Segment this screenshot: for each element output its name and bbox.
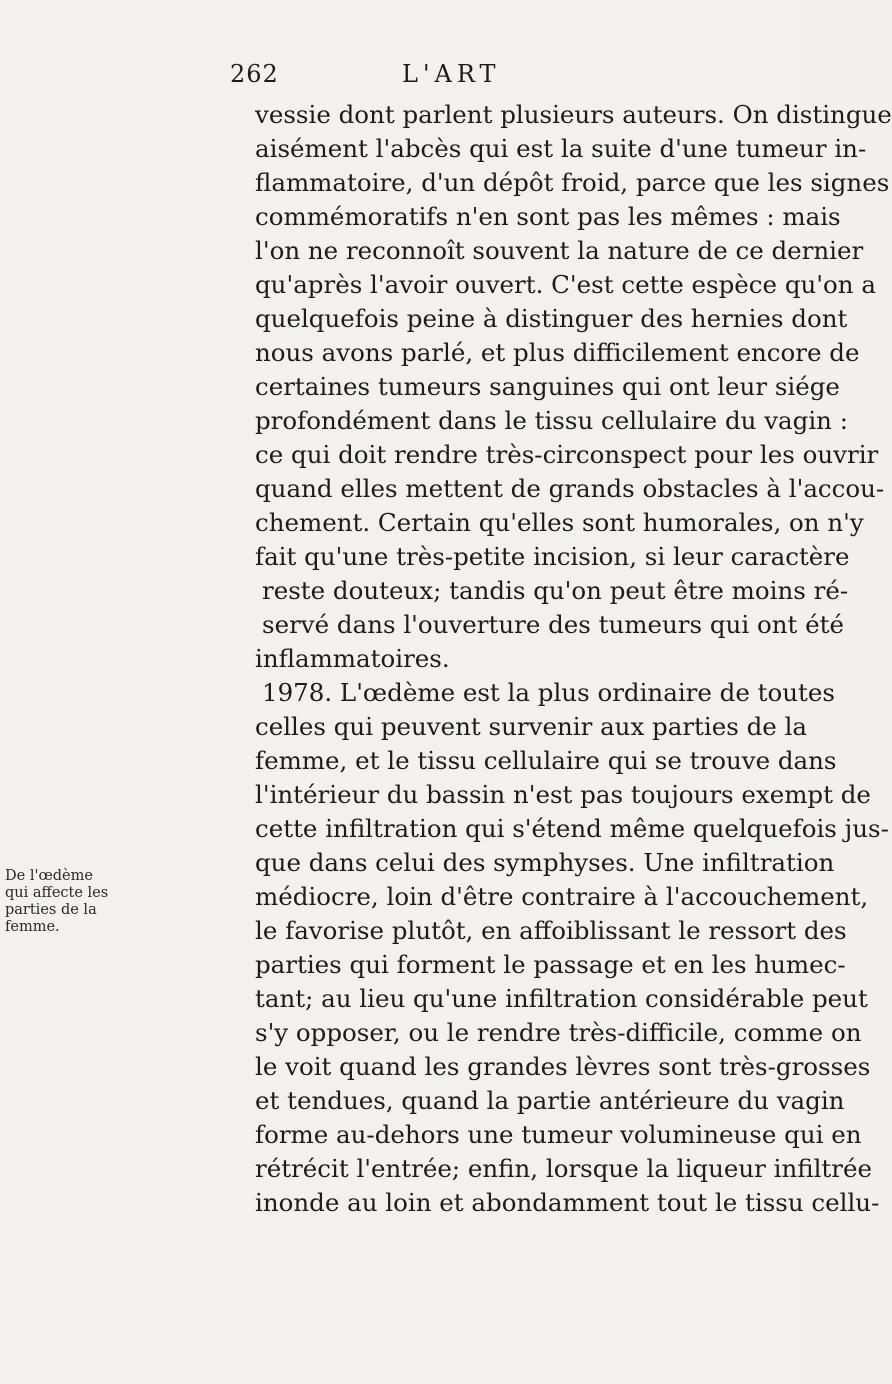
text-line: servé dans l'ouverture des tumeurs qui ont été: [262, 610, 844, 639]
text-line: tant; au lieu qu'une infiltration considérable peut: [255, 984, 868, 1013]
text-line: inonde au loin et abondamment tout le tissu cellu-: [255, 1188, 880, 1217]
text-line: profondément dans le tissu cellulaire du vagin :: [255, 406, 849, 435]
text-line: nous avons parlé, et plus difficilement encore de: [255, 338, 860, 367]
text-line: celles qui peuvent survenir aux parties de la: [255, 712, 808, 741]
text-line: quelquefois peine à distinguer des hernies dont: [255, 304, 848, 333]
margin-note-line: femme.: [5, 919, 60, 935]
paragraph-start: 1978. L'œdème est la plus ordinaire de toutes: [262, 678, 835, 707]
text-line: quand elles mettent de grands obstacles à l'accou-: [255, 474, 885, 503]
text-line: flammatoire, d'un dépôt froid, parce que les signes: [255, 168, 890, 197]
text-line: fait qu'une très-petite incision, si leur caractère: [255, 542, 850, 571]
text-line: certaines tumeurs sanguines qui ont leur siége: [255, 372, 840, 401]
text-line: chement. Certain qu'elles sont humorales, on n'y: [255, 508, 864, 537]
text-line: inflammatoires.: [255, 644, 450, 673]
text-line: l'on ne reconnoît souvent la nature de ce dernier: [255, 236, 864, 265]
text-line: commémoratifs n'en sont pas les mêmes : mais: [255, 202, 841, 231]
text-line: aisément l'abcès qui est la suite d'une tumeur in-: [255, 134, 867, 163]
text-line: vessie dont parlent plusieurs auteurs. On distingue: [255, 100, 892, 129]
text-line: parties qui forment le passage et en les humec-: [255, 950, 846, 979]
text-line: l'intérieur du bassin n'est pas toujours exempt de: [255, 780, 871, 809]
text-line: médiocre, loin d'être contraire à l'accouchement,: [255, 882, 869, 911]
margin-note-line: parties de la: [5, 902, 97, 918]
margin-note-line: De l'œdème: [5, 868, 93, 884]
text-line: cette infiltration qui s'étend même quelquefois jus-: [255, 814, 889, 843]
running-head: L'ART: [402, 60, 501, 88]
text-line: femme, et le tissu cellulaire qui se trouve dans: [255, 746, 837, 775]
text-line: forme au-dehors une tumeur volumineuse qui en: [255, 1120, 862, 1149]
margin-note: [5, 868, 109, 936]
margin-note-line: qui affecte les: [5, 885, 109, 901]
text-line: et tendues, quand la partie antérieure du vagin: [255, 1086, 845, 1115]
page-number: 262: [230, 60, 279, 88]
text-line: le voit quand les grandes lèvres sont très-grosses: [255, 1052, 871, 1081]
text-line: que dans celui des symphyses. Une infiltration: [255, 848, 835, 877]
text-line: reste douteux; tandis qu'on peut être moins ré-: [262, 576, 849, 605]
text-line: qu'après l'avoir ouvert. C'est cette espèce qu'on a: [255, 270, 876, 299]
text-line: le favorise plutôt, en affoiblissant le ressort des: [255, 916, 847, 945]
text-line: ce qui doit rendre très-circonspect pour les ouvrir: [255, 440, 879, 469]
text-line: s'y opposer, ou le rendre très-difficile, comme on: [255, 1018, 862, 1047]
text-line: rétrécit l'entrée; enfin, lorsque la liqueur infiltrée: [255, 1154, 872, 1183]
